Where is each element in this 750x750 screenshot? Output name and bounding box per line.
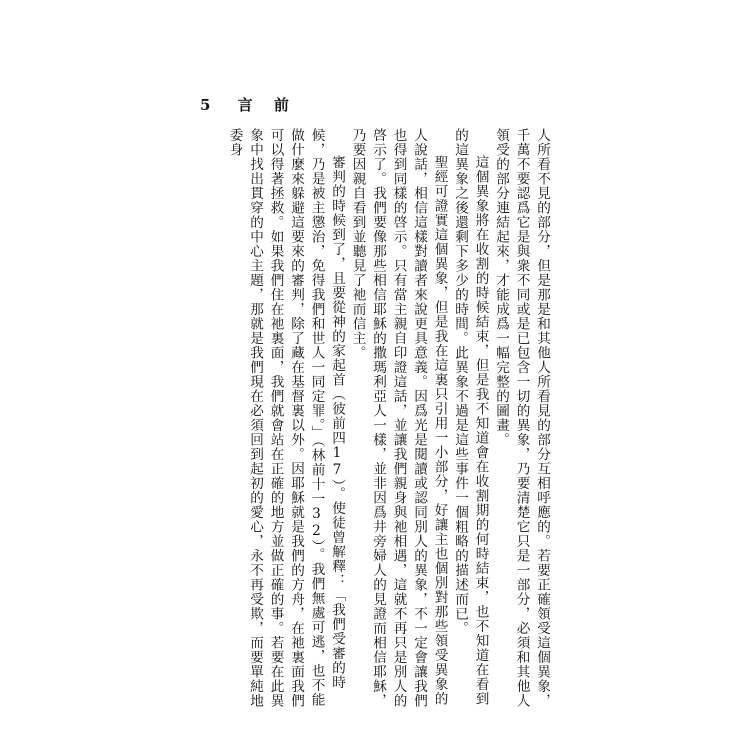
- paragraph: 聖經可證實這個異象，但是我在這裏只引用一小部分，好讓主也個別對那些領受異象的人說話，相信這樣對讀者來說更具意義。因爲光是閱讀或認同別人的異象，不一定會讓我們也得到同樣的啓示。只有當主親自印證這話，並讓我們親身與祂相遇，這就不再只是別人的啓示了。我們要像那些相信耶穌的撒瑪利亞人一樣，並非因爲井旁婦人的見證而相信耶穌，乃要因親自看到並聽見了祂而信主。: [349, 128, 448, 708]
- running-title: 言 前: [237, 96, 297, 114]
- paragraph: 審判的時候到了，且要從神的家起首（彼前四17）。使徒曾解釋：「我們受審的時候，乃是被主懲治，免得我們和世人一同定罪。」（林前十一32）。我們無處可逃，也不能做什麼來躲避這要來的審判，除了藏在基督裏以外。因耶穌就是我們的方舟，在祂裏面我們可以得著拯救。如果我們住在祂裏面，我們就會站在正確的地方並做正確的事。若要在此異象中找出貫穿的中心主題，那就是我們現在必須回到起初的愛心，永不再受欺，而要單純地委身: [226, 128, 345, 708]
- vertical-text-body: [192, 128, 552, 718]
- paragraph: 這個異象將在收割的時候結束，但是我不知道會在收割期的何時結束，也不知道在看到的這異象之後還剩下多少的時間。此異象不過是這些事件一個粗略的描述而已。: [452, 128, 489, 707]
- page-header: [200, 94, 297, 115]
- paragraph: 人所看不見的部分，但是那是和其他人所看見的部分互相呼應的。若要正確領受這個異象，千萬不要認爲它是與衆不同或是已包含一切的異象，乃要清楚它只是一部分，必須和其他人領受的部分連結起來，才能成爲一幅完整的圖畫。: [493, 128, 550, 708]
- page-number: 5: [200, 96, 219, 114]
